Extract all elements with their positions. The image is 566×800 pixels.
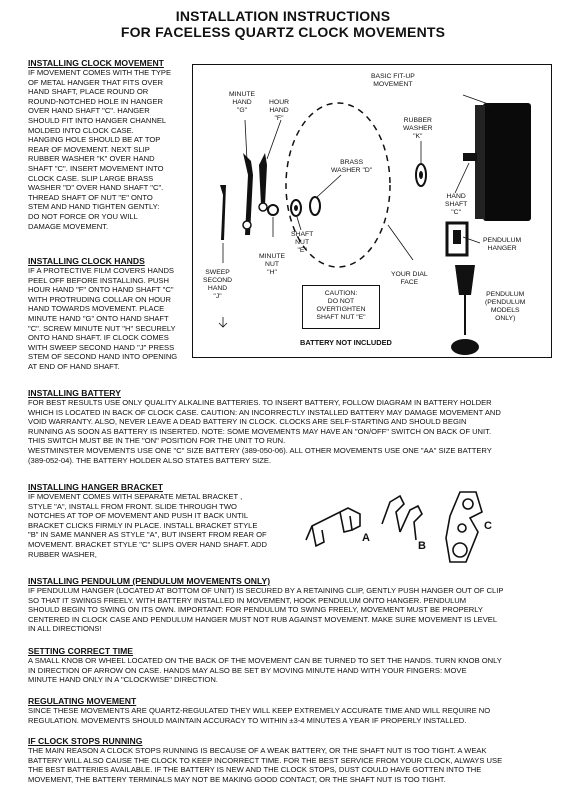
battery-heading: INSTALLING BATTERY <box>28 388 121 398</box>
stops-text: THE MAIN REASON A CLOCK STOPS RUNNING IS BECAUSE OF A WEAK BATTERY, OR THE SHAFT NUT IS TOO TIGHT. A WEAK BATTERY WILL ALSO CAUSE THE CLOCK TO KEEP INCORRECT TIME. FOR THE BEST SERVICE FROM YOUR CLOCK, ALWAYS USE THE BEST BATTERIES AVAILABLE. IF THE BATTERY IS NEW AND THE CLOCK STOPS, DUST COULD HAVE GOTTEN INTO THE MOVEMENT, THE BATTERY TERMINALS MAY NOT BE MAKING GOOD CONTACT, OR THE SHAFT NUT IS TOO TIGHT. <box>28 746 503 784</box>
bracket-label-b: B <box>418 540 426 552</box>
label-shaft-nut: SHAFT NUT "E" <box>291 231 314 254</box>
pendulum-heading: INSTALLING PENDULUM (PENDULUM MOVEMENTS ONLY) <box>28 576 271 586</box>
bracket-b-shape <box>382 496 422 540</box>
bracket-c-shape <box>446 492 482 562</box>
battery-not-included: BATTERY NOT INCLUDED <box>300 338 392 347</box>
bracket-label-c: C <box>484 520 492 532</box>
hands-heading: INSTALLING CLOCK HANDS <box>28 256 145 266</box>
label-dial-face: YOUR DIAL FACE <box>391 271 428 286</box>
bracket-illustrations <box>300 488 530 568</box>
movement-heading: INSTALLING CLOCK MOVEMENT <box>28 58 164 68</box>
bracket-text: IF MOVEMENT COMES WITH SEPARATE METAL BRACKET , STYLE "A", INSTALL FROM FRONT. SLIDE THROUGH TWO NOTCHES AT TOP OF MOVEMENT AND PUSH IT BACK UNTIL BRACKET CLICKS FIRMLY IN PLACE. INSTALL BRACKET STYLE "B" IN SAME MANNER AS STYLE "A", BUT INSERT FROM REAR OF MOVEMENT. BRACKET STYLE "C" SLIPS OVER HAND SHAFT. ADD RUBBER WASHER, <box>28 492 268 559</box>
label-hour-hand: HOUR HAND "F" <box>269 99 290 122</box>
battery-text: FOR BEST RESULTS USE ONLY QUALITY ALKALINE BATTERIES. TO INSERT BATTERY, FOLLOW DIAGRAM IN BATTERY HOLDER WHICH IS LOCATED IN BACK OF CLOCK CASE. CAUTION: AN INCORRECTLY INSTALLED BATTERY MAY DAMAGE MOVEMENT AND VOID WARRANTY. ALSO, NEVER LEAVE A DEAD BATTERY IN CLOCK. CLOCKS ARE SELF-STARTING AND SHOULD BEGIN RUNNING AS SOON AS BATTERY IS INSERTED. NOTE: SOME MOVEMENTS MAY HAVE AN "ON/OFF" SWITCH ON BACK OF UNIT. THIS SWITCH MUST BE IN THE "ON" POSITION FOR THE UNIT TO RUN. WESTMINSTER MOVEMENTS USE ONE "C" SIZE BATTERY (389-050-06). ALL OTHER MOVEMENTS USE ONE "AA" SIZE BATTERY (389-052-04). THE BATTERY HOLDER ALSO STATES BATTERY SIZE. <box>28 398 501 465</box>
time-text: A SMALL KNOB OR WHEEL LOCATED ON THE BACK OF THE MOVEMENT CAN BE TURNED TO SET THE HANDS. TURN KNOB ONLY IN DIRECTION OF ARROW ON CASE. HANDS MAY ALSO BE SET BY MOVING MINUTE HAND WITH YOUR FINGERS: MOVE MINUTE HAND ONLY IN A "CLOCKWISE" DIRECTION. <box>28 656 502 685</box>
caution-box: CAUTION: DO NOT OVERTIGHTEN SHAFT NUT "E" <box>302 285 380 329</box>
label-brass-washer: BRASS WASHER "D" <box>331 159 373 174</box>
pendulum-text: IF PENDULUM HANGER (LOCATED AT BOTTOM OF UNIT) IS SECURED BY A RETAINING CLIP, GENTLY PUSH HANGER OUT OF CLIP SO THAT IT SWINGS FREELY. WITH BATTERY INSTALLED IN MOVEMENT, HOOK PENDULUM ONTO HANGER. PENDULUM SHOULD BEGIN TO SWING ON ITS OWN. IMPORTANT: FOR PENDULUM TO SWING FREELY, MOVEMENT MUST BE PROPERLY CENTERED IN CLOCK CASE AND PENDULUM HANGER MUST NOT RUB AGAINST MOVEMENT. MAKE SURE MOVEMENT IS LEVEL IN ALL DIRECTIONS! <box>28 586 504 634</box>
bracket-label-a: A <box>362 532 370 544</box>
regulating-heading: REGULATING MOVEMENT <box>28 696 137 706</box>
brass-washer <box>310 197 320 215</box>
bracket-heading: INSTALLING HANGER BRACKET <box>28 482 163 492</box>
page-title: INSTALLATION INSTRUCTIONS <box>175 8 391 24</box>
page-subtitle: FOR FACELESS QUARTZ CLOCK MOVEMENTS <box>120 24 446 40</box>
second-hand-shape <box>220 185 226 240</box>
movement-body <box>483 103 531 221</box>
time-heading: SETTING CORRECT TIME <box>28 646 134 656</box>
bracket-a-shape <box>306 508 360 546</box>
pendulum-shape <box>455 265 475 295</box>
label-pendulum: PENDULUM (PENDULUM MODELS ONLY) <box>485 291 526 322</box>
label-rubber-washer: RUBBER WASHER "K" <box>403 117 433 140</box>
hands-text: IF A PROTECTIVE FILM COVERS HANDS PEEL OFF BEFORE INSTALLING. PUSH HOUR HAND "F" ONTO HAND SHAFT "C" WITH PROTRUDING COLLAR ON HOUR HAND TOWARDS MOVEMENT. PLACE MINUTE HAND "G" ONTO HAND SHAFT "C". SCREW MINUTE NUT "H" SECURELY ONTO HAND SHAFT. IF CLOCK COMES WITH SWEEP SECOND HAND "J" PRESS STEM OF SECOND HAND INTO OPENING AT END OF HAND SHAFT. <box>28 266 178 371</box>
label-basic-fitup: BASIC FIT-UP MOVEMENT <box>371 73 415 88</box>
movement-text: IF MOVEMENT COMES WITH THE TYPE OF METAL HANGER THAT FITS OVER HAND SHAFT, PLACE ROUND OR ROUND-NOTCHED HOLE IN HANGER OVER HAND SHAFT "C". HANGER SHOULD FIT INTO HANGER CHANNEL MOLDED INTO CLOCK CASE. HANGING HOLE SHOULD BE AT TOP REAR OF MOVEMENT. NEXT SLIP RUBBER WASHER "K" OVER HAND SHAFT "C". INSERT MOVEMENT INTO CLOCK CASE. SLIP LARGE BRASS WASHER "D" OVER HAND SHAFT "C". THREAD SHAFT OF NUT "E" ONTO STEM AND HAND TIGHTEN GENTLY: DO NOT FORCE OR YOU WILL DAMAGE MOVEMENT. <box>28 68 172 231</box>
regulating-text: SINCE THESE MOVEMENTS ARE QUARTZ-REGULATED THEY WILL KEEP EXTREMELY ACCURATE TIME AND WILL REQUIRE NO REGULATION. MOVEMENTS SHOULD MAINTAIN ACCURACY TO WITHIN ±3-4 MINUTES A YEAR IF PROPERLY INSTALLED. <box>28 706 491 725</box>
minute-nut <box>268 205 278 215</box>
stops-heading: IF CLOCK STOPS RUNNING <box>28 736 143 746</box>
label-hand-shaft: HAND SHAFT "C" <box>445 193 468 216</box>
label-minute-nut: MINUTE NUT "H" <box>259 253 286 276</box>
label-pendulum-hanger: PENDULUM HANGER <box>483 237 522 252</box>
hand-shaft <box>463 153 477 161</box>
label-minute-hand: MINUTE HAND "G" <box>229 91 256 114</box>
hour-hand-shape <box>259 153 267 205</box>
label-sweep-second: SWEEP SECOND HAND "J" <box>203 269 233 300</box>
